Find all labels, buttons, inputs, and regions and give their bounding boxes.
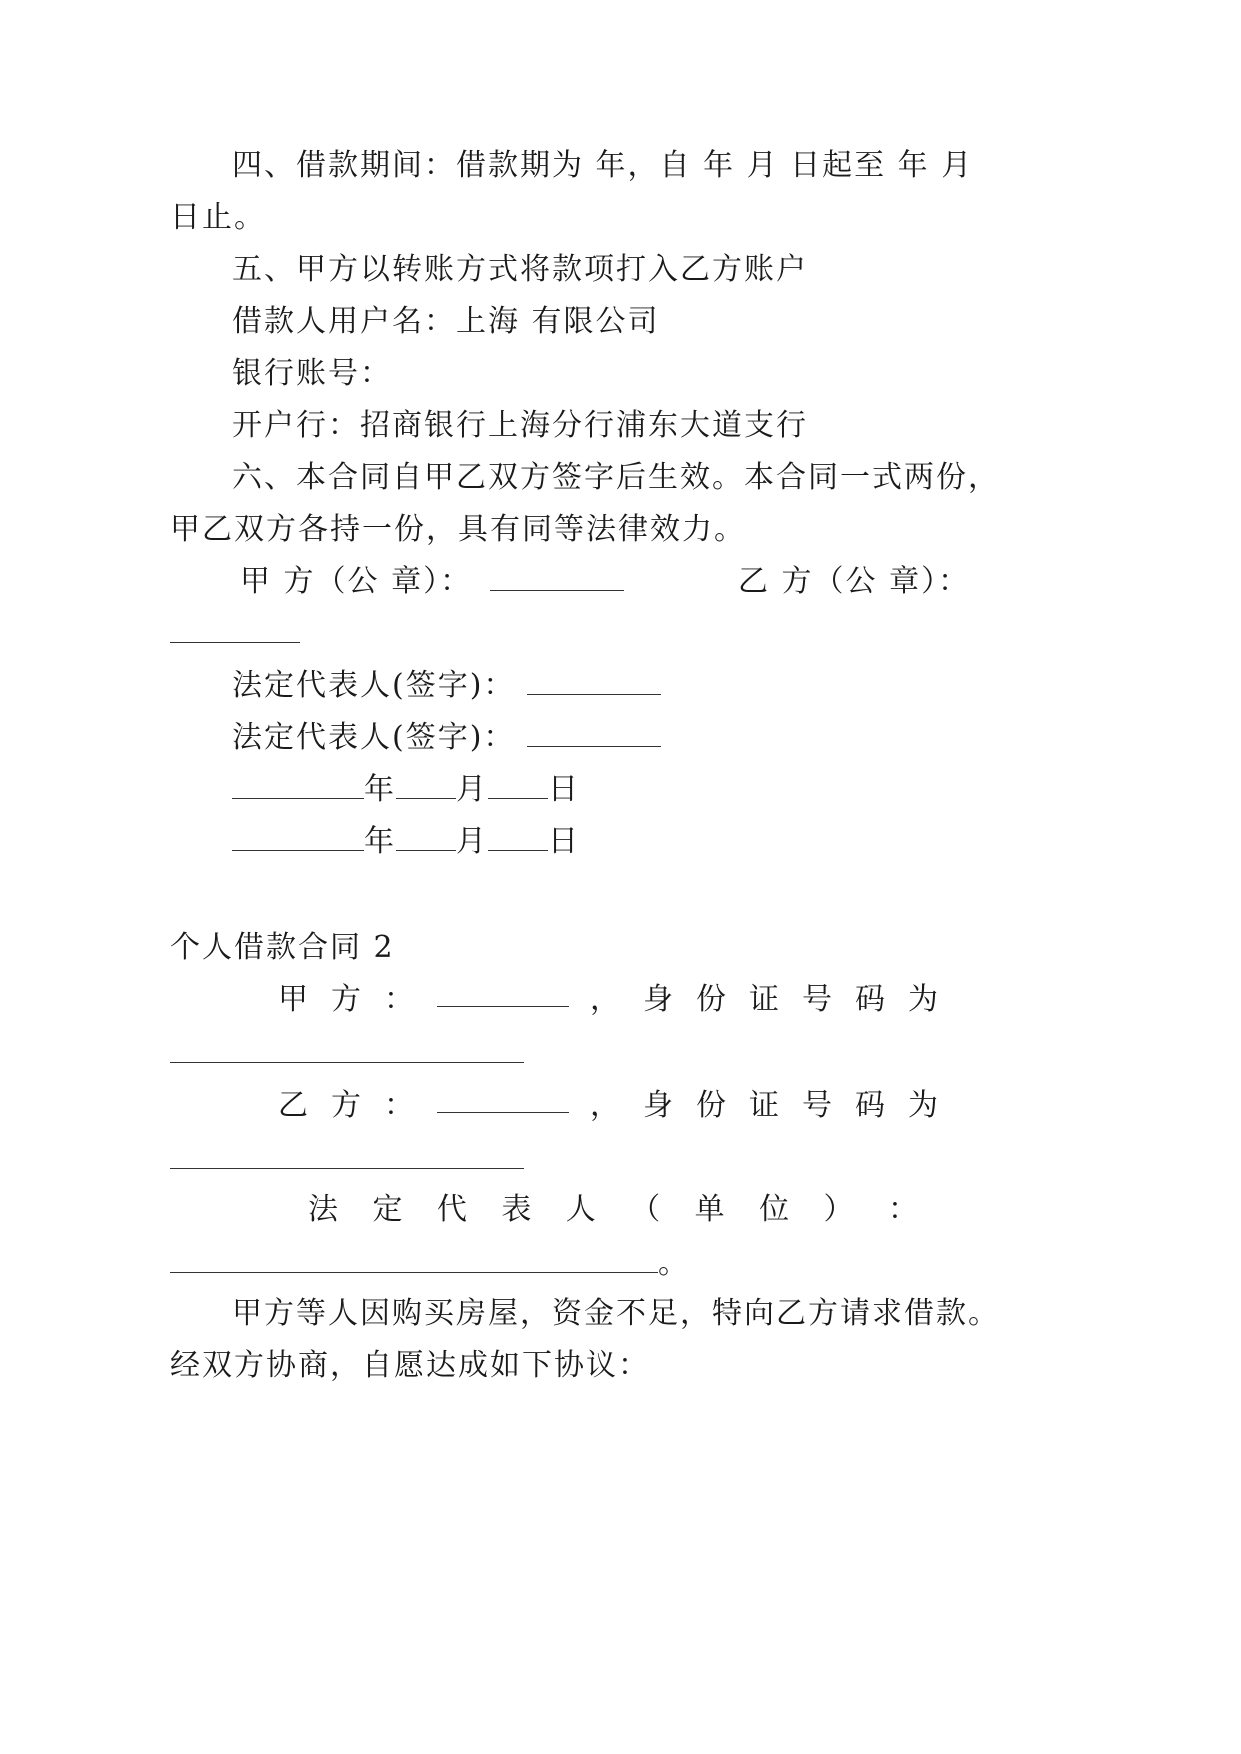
- party-b-char-10: 为: [908, 1088, 940, 1123]
- party-b-name-blank: [437, 1086, 569, 1113]
- legal-rep-unit-blank-line: [170, 1244, 690, 1284]
- party-a-seal: [240, 562, 624, 602]
- party-b-id-blank: [170, 1142, 524, 1169]
- bank-account: 银行账号：: [232, 356, 392, 391]
- bank-branch: 开户行：招商银行上海分行浦东大道支行: [232, 408, 808, 443]
- clause-6-line-1: 六、本合同自甲乙双方签字后生效。本合同一式两份，: [232, 460, 1000, 495]
- legal-rep-unit-char-4: 表: [501, 1192, 534, 1227]
- party-a-char-8: 号: [802, 982, 834, 1017]
- legal-rep-sign-2-blank: [527, 720, 661, 747]
- party-a-char-10: 为: [908, 982, 940, 1017]
- party-a-seal-label: 甲 方（公 章）：: [240, 564, 473, 599]
- party-a-id-line: [278, 980, 940, 1020]
- party-b-char-2: 方: [331, 1088, 363, 1123]
- date-line-2: [232, 822, 580, 862]
- date-1-year: 年: [364, 772, 396, 807]
- date-2-year: 年: [364, 824, 396, 859]
- legal-rep-unit-char-3: 代: [436, 1192, 469, 1227]
- date-2-month: 月: [456, 824, 488, 859]
- party-b-char-4: ，: [590, 1088, 622, 1123]
- date-1-month: 月: [456, 772, 488, 807]
- legal-rep-unit-char-7: 单: [694, 1192, 727, 1227]
- party-b-char-8: 号: [802, 1088, 834, 1123]
- borrower-name: 借款人用户名：上海 有限公司: [232, 304, 660, 339]
- legal-rep-unit-char-9: ）: [823, 1192, 856, 1227]
- legal-rep-unit-char-10: ：: [887, 1192, 920, 1227]
- party-a-char-4: ，: [590, 982, 622, 1017]
- clause-4-line-2: 日止。: [170, 200, 266, 235]
- party-a-char-1: 甲: [278, 982, 310, 1017]
- legal-rep-sign-2-label: 法定代表人(签字)：: [232, 720, 516, 755]
- date-2-day: 日: [548, 824, 580, 859]
- legal-rep-unit-blank: [170, 1246, 658, 1273]
- party-a-seal-blank: [490, 564, 624, 591]
- party-a-char-6: 份: [696, 982, 728, 1017]
- date-2-day-blank: [488, 824, 548, 851]
- party-b-char-3: ：: [384, 1088, 416, 1123]
- clause-6-line-2: 甲乙双方各持一份，具有同等法律效力。: [170, 512, 746, 547]
- party-b-char-9: 码: [855, 1088, 887, 1123]
- party-b-seal-blank-line: [170, 614, 300, 654]
- party-b-id-line: [278, 1086, 940, 1126]
- party-a-char-5: 身: [643, 982, 675, 1017]
- party-b-seal: 乙 方（公 章）：: [738, 564, 971, 599]
- party-b-char-6: 份: [696, 1088, 728, 1123]
- legal-rep-sign-1: [232, 666, 661, 706]
- party-b-char-7: 证: [749, 1088, 781, 1123]
- party-a-name-blank: [437, 980, 569, 1007]
- party-b-char-1: 乙: [278, 1088, 310, 1123]
- clause-4-line-1: 四、借款期间：借款期为 年，自 年 月 日起至 年 月: [232, 148, 974, 183]
- legal-rep-sign-2: [232, 718, 661, 758]
- date-1-year-blank: [232, 772, 364, 799]
- party-b-id-blank-line: [170, 1140, 524, 1180]
- legal-rep-unit-char-2: 定: [372, 1192, 405, 1227]
- party-b-seal-blank: [170, 616, 300, 643]
- party-b-char-5: 身: [643, 1088, 675, 1123]
- date-1-day-blank: [488, 772, 548, 799]
- legal-rep-unit-char-1: 法: [308, 1192, 340, 1227]
- date-2-month-blank: [396, 824, 456, 851]
- legal-rep-unit-line: [308, 1190, 920, 1230]
- legal-rep-sign-1-label: 法定代表人(签字)：: [232, 668, 516, 703]
- legal-rep-unit-end: 。: [658, 1246, 690, 1281]
- party-a-char-3: ：: [384, 982, 416, 1017]
- contract-2-title: 个人借款合同 2: [170, 930, 395, 965]
- legal-rep-unit-char-8: 位: [759, 1192, 792, 1227]
- legal-rep-unit-char-6: （: [630, 1192, 663, 1227]
- party-a-char-2: 方: [331, 982, 363, 1017]
- party-a-char-9: 码: [855, 982, 887, 1017]
- legal-rep-sign-1-blank: [527, 668, 661, 695]
- date-1-day: 日: [548, 772, 580, 807]
- party-a-id-blank-line: [170, 1034, 524, 1074]
- party-a-char-7: 证: [749, 982, 781, 1017]
- date-1-month-blank: [396, 772, 456, 799]
- party-a-id-blank: [170, 1036, 524, 1063]
- date-2-year-blank: [232, 824, 364, 851]
- date-line-1: [232, 770, 580, 810]
- legal-rep-unit-char-5: 人: [565, 1192, 598, 1227]
- intro-line-2: 经双方协商，自愿达成如下协议：: [170, 1348, 650, 1383]
- intro-line-1: 甲方等人因购买房屋，资金不足，特向乙方请求借款。: [232, 1296, 1000, 1331]
- clause-5: 五、甲方以转账方式将款项打入乙方账户: [232, 252, 808, 287]
